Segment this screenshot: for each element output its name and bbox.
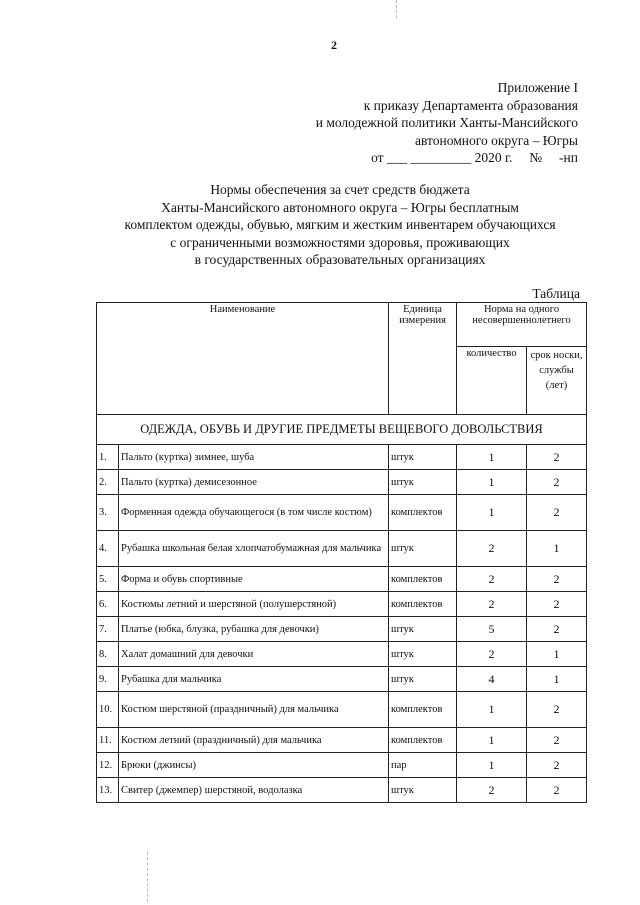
table-row bbox=[97, 728, 587, 753]
title-line: Нормы обеспечения за счет средств бюджета bbox=[210, 182, 470, 197]
item-quantity: 1 bbox=[457, 445, 527, 470]
item-unit: штук bbox=[389, 617, 457, 642]
appendix-line: к приказу Департамента образования bbox=[363, 97, 578, 113]
item-term: 1 bbox=[527, 531, 587, 567]
table-row bbox=[97, 778, 587, 803]
table-row bbox=[97, 642, 587, 667]
item-unit: комплектов bbox=[389, 692, 457, 728]
item-quantity: 1 bbox=[457, 495, 527, 531]
item-name: Платье (юбка, блузка, рубашка для девочки) bbox=[119, 617, 389, 642]
item-unit: комплектов bbox=[389, 495, 457, 531]
item-term: 2 bbox=[527, 567, 587, 592]
appendix-line: от ___ _________ 2020 г. № -нп bbox=[371, 150, 578, 165]
item-quantity: 2 bbox=[457, 778, 527, 803]
item-quantity: 1 bbox=[457, 692, 527, 728]
item-name: Форма и обувь спортивные bbox=[119, 567, 389, 592]
item-term: 1 bbox=[527, 667, 587, 692]
item-unit: штук bbox=[389, 667, 457, 692]
item-term: 2 bbox=[527, 592, 587, 617]
table-row bbox=[97, 753, 587, 778]
item-quantity: 2 bbox=[457, 642, 527, 667]
item-unit: пар bbox=[389, 753, 457, 778]
row-number: 7. bbox=[97, 617, 119, 642]
row-number: 11. bbox=[97, 728, 119, 753]
title-line: Ханты-Мансийского автономного округа – Югры бесплатным bbox=[161, 199, 519, 215]
row-number: 1. bbox=[97, 445, 119, 470]
table-body bbox=[97, 445, 587, 803]
row-number: 8. bbox=[97, 642, 119, 667]
appendix-line: Приложение I bbox=[497, 80, 578, 95]
appendix-line: автономного округа – Югры bbox=[415, 132, 578, 148]
title-line: с ограниченными возможностями здоровья, проживающих bbox=[170, 234, 510, 250]
item-term: 2 bbox=[527, 778, 587, 803]
row-number: 6. bbox=[97, 592, 119, 617]
item-term: 2 bbox=[527, 753, 587, 778]
row-number: 10. bbox=[97, 692, 119, 728]
header-quantity: количество bbox=[457, 347, 527, 415]
table-row bbox=[97, 567, 587, 592]
title-line: в государственных образовательных организациях bbox=[194, 252, 486, 267]
row-number: 13. bbox=[97, 778, 119, 803]
item-unit: комплектов bbox=[389, 592, 457, 617]
item-quantity: 1 bbox=[457, 753, 527, 778]
item-name: Форменная одежда обучающегося (в том числе костюм) bbox=[119, 495, 389, 531]
header-name: Наименование bbox=[97, 303, 389, 415]
row-number: 12. bbox=[97, 753, 119, 778]
item-quantity: 2 bbox=[457, 567, 527, 592]
table-row bbox=[97, 667, 587, 692]
item-name: Костюм летний (праздничный) для мальчика bbox=[119, 728, 389, 753]
item-term: 2 bbox=[527, 445, 587, 470]
scan-artifact-top bbox=[396, 0, 397, 18]
item-name: Рубашка для мальчика bbox=[119, 667, 389, 692]
table-row bbox=[97, 495, 587, 531]
appendix-line: и молодежной политики Ханты-Мансийского bbox=[315, 115, 578, 130]
item-quantity: 1 bbox=[457, 728, 527, 753]
title-line: комплектом одежды, обувью, мягким и жестким инвентарем обучающихся bbox=[124, 217, 556, 232]
item-quantity: 5 bbox=[457, 617, 527, 642]
table-row bbox=[97, 531, 587, 567]
norms-table bbox=[96, 302, 587, 803]
row-number: 3. bbox=[97, 495, 119, 531]
table-row bbox=[97, 592, 587, 617]
item-name: Свитер (джемпер) шерстяной, водолазка bbox=[119, 778, 389, 803]
item-unit: штук bbox=[389, 778, 457, 803]
header-unit: Единица измерения bbox=[389, 303, 457, 415]
header-norm: Норма на одного несовершеннолетнего bbox=[457, 303, 587, 347]
section-title: ОДЕЖДА, ОБУВЬ И ДРУГИЕ ПРЕДМЕТЫ ВЕЩЕВОГО ДОВОЛЬСТВИЯ bbox=[97, 415, 587, 445]
item-name: Брюки (джинсы) bbox=[119, 753, 389, 778]
item-unit: штук bbox=[389, 445, 457, 470]
item-term: 1 bbox=[527, 642, 587, 667]
item-quantity: 2 bbox=[457, 592, 527, 617]
item-unit: комплектов bbox=[389, 728, 457, 753]
item-term: 2 bbox=[527, 495, 587, 531]
table-row bbox=[97, 617, 587, 642]
table-row bbox=[97, 692, 587, 728]
document-title bbox=[80, 181, 600, 269]
item-unit: штук bbox=[389, 470, 457, 495]
item-term: 2 bbox=[527, 692, 587, 728]
item-term: 2 bbox=[527, 617, 587, 642]
item-name: Пальто (куртка) демисезонное bbox=[119, 470, 389, 495]
item-name: Костюмы летний и шерстяной (полушерстяной) bbox=[119, 592, 389, 617]
item-unit: штук bbox=[389, 642, 457, 667]
item-name: Пальто (куртка) зимнее, шуба bbox=[119, 445, 389, 470]
item-term: 2 bbox=[527, 470, 587, 495]
table-row bbox=[97, 470, 587, 495]
table-label: Таблица bbox=[532, 286, 580, 301]
item-name: Халат домашний для девочки bbox=[119, 642, 389, 667]
item-unit: комплектов bbox=[389, 567, 457, 592]
row-number: 9. bbox=[97, 667, 119, 692]
header-term: срок носки, службы (лет) bbox=[527, 347, 587, 415]
item-unit: штук bbox=[389, 531, 457, 567]
page-number: 2 bbox=[331, 38, 337, 52]
item-quantity: 2 bbox=[457, 531, 527, 567]
item-name: Рубашка школьная белая хлопчатобумажная для мальчика bbox=[119, 531, 389, 567]
row-number: 2. bbox=[97, 470, 119, 495]
scan-artifact-bottom bbox=[147, 852, 148, 902]
appendix-header bbox=[316, 79, 578, 167]
row-number: 5. bbox=[97, 567, 119, 592]
item-quantity: 1 bbox=[457, 470, 527, 495]
item-term: 2 bbox=[527, 728, 587, 753]
row-number: 4. bbox=[97, 531, 119, 567]
item-name: Костюм шерстяной (праздничный) для мальчика bbox=[119, 692, 389, 728]
item-quantity: 4 bbox=[457, 667, 527, 692]
table-row bbox=[97, 445, 587, 470]
